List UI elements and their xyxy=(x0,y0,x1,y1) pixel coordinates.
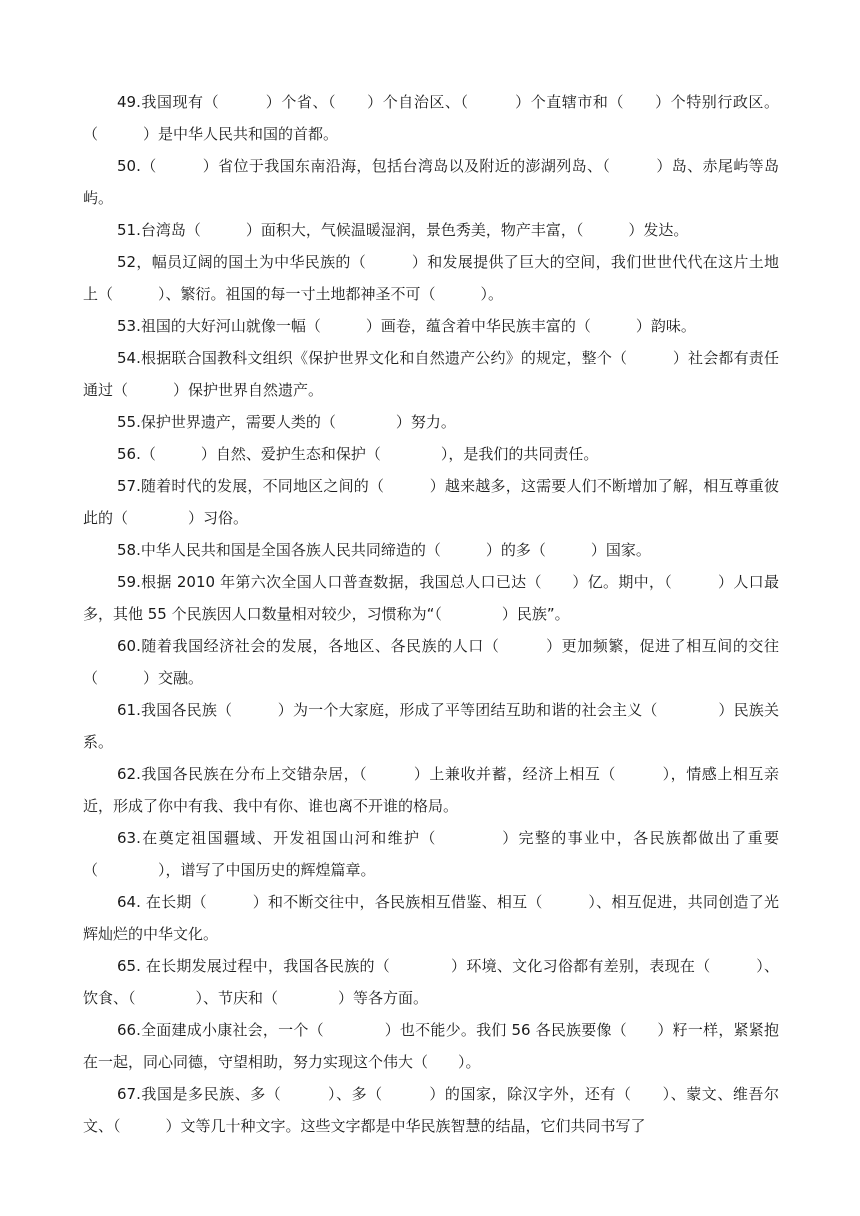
question-67-text: 67.我国是多民族、多（ ）、多（ ）的国家，除汉字外，还有（ ）、蒙文、维吾尔文、（ ）文等几十种文字。这些文字都是中华民族智慧的结晶，它们共同书写了 xyxy=(83,1085,779,1135)
question-61 xyxy=(83,694,779,758)
question-49 xyxy=(83,86,779,150)
question-59 xyxy=(83,566,779,630)
question-64 xyxy=(83,886,779,950)
question-53 xyxy=(83,310,779,342)
question-55 xyxy=(83,406,779,438)
question-55-text: 55.保护世界遗产，需要人类的（ ）努力。 xyxy=(117,413,456,431)
question-58 xyxy=(83,534,779,566)
question-58-text: 58.中华人民共和国是全国各族人民共同缔造的（ ）的多（ ）国家。 xyxy=(117,541,651,559)
question-62-text: 62.我国各民族在分布上交错杂居，（ ）上兼收并蓄，经济上相互（ ），情感上相互亲近，形成了你中有我、我中有你、谁也离不开谁的格局。 xyxy=(83,765,779,815)
question-list xyxy=(83,86,779,1142)
question-57 xyxy=(83,470,779,534)
question-65-text: 65. 在长期发展过程中，我国各民族的（ ）环境、文化习俗都有差别，表现在（ ）、饮食、（ ）、节庆和（ ）等各方面。 xyxy=(83,957,779,1007)
question-56-text: 56.（ ）自然、爱护生态和保护（ ），是我们的共同责任。 xyxy=(117,445,599,463)
question-54 xyxy=(83,342,779,406)
question-61-text: 61.我国各民族（ ）为一个大家庭，形成了平等团结互助和谐的社会主义（ ）民族关系。 xyxy=(83,701,779,751)
question-63 xyxy=(83,822,779,886)
question-65 xyxy=(83,950,779,1014)
question-60 xyxy=(83,630,779,694)
question-63-text: 63.在奠定祖国疆域、开发祖国山河和维护（ ）完整的事业中，各民族都做出了重要（ ），谱写了中国历史的辉煌篇章。 xyxy=(83,829,779,879)
question-50 xyxy=(83,150,779,214)
question-51 xyxy=(83,214,779,246)
question-59-text: 59.根据 2010 年第六次全国人口普查数据，我国总人口已达（ ）亿。期中，（ ）人口最多，其他 55 个民族因人口数量相对较少，习惯称为“（ ）民族”。 xyxy=(83,573,779,623)
question-60-text: 60.随着我国经济社会的发展，各地区、各民族的人口（ ）更加频繁，促进了相互间的交往（ ）交融。 xyxy=(83,637,779,687)
question-49-text: 49.我国现有（ ）个省、（ ）个自治区、（ ）个直辖市和（ ）个特别行政区。（ ）是中华人民共和国的首都。 xyxy=(83,93,779,143)
question-66-text: 66.全面建成小康社会，一个（ ）也不能少。我们 56 各民族要像（ ）籽一样，紧紧抱在一起，同心同德，守望相助，努力实现这个伟大（ ）。 xyxy=(83,1021,779,1071)
question-50-text: 50.（ ）省位于我国东南沿海，包括台湾岛以及附近的澎湖列岛、（ ）岛、赤尾屿等岛屿。 xyxy=(83,157,779,207)
question-52-text: 52，幅员辽阔的国土为中华民族的（ ）和发展提供了巨大的空间，我们世世代代在这片土地上（ ）、繁衍。祖国的每一寸土地都神圣不可（ ）。 xyxy=(83,253,779,303)
question-66 xyxy=(83,1014,779,1078)
question-52 xyxy=(83,246,779,310)
question-56 xyxy=(83,438,779,470)
question-62 xyxy=(83,758,779,822)
question-53-text: 53.祖国的大好河山就像一幅（ ）画卷，蕴含着中华民族丰富的（ ）韵味。 xyxy=(117,317,696,335)
question-64-text: 64. 在长期（ ）和不断交往中，各民族相互借鉴、相互（ ）、相互促进，共同创造了光辉灿烂的中华文化。 xyxy=(83,893,779,943)
question-67 xyxy=(83,1078,779,1142)
question-57-text: 57.随着时代的发展，不同地区之间的（ ）越来越多，这需要人们不断增加了解，相互尊重彼此的（ ）习俗。 xyxy=(83,477,779,527)
question-54-text: 54.根据联合国教科文组织《保护世界文化和自然遗产公约》的规定，整个（ ）社会都有责任通过（ ）保护世界自然遗产。 xyxy=(83,349,779,399)
question-51-text: 51.台湾岛（ ）面积大，气候温暖湿润，景色秀美，物产丰富，（ ）发达。 xyxy=(117,221,689,239)
